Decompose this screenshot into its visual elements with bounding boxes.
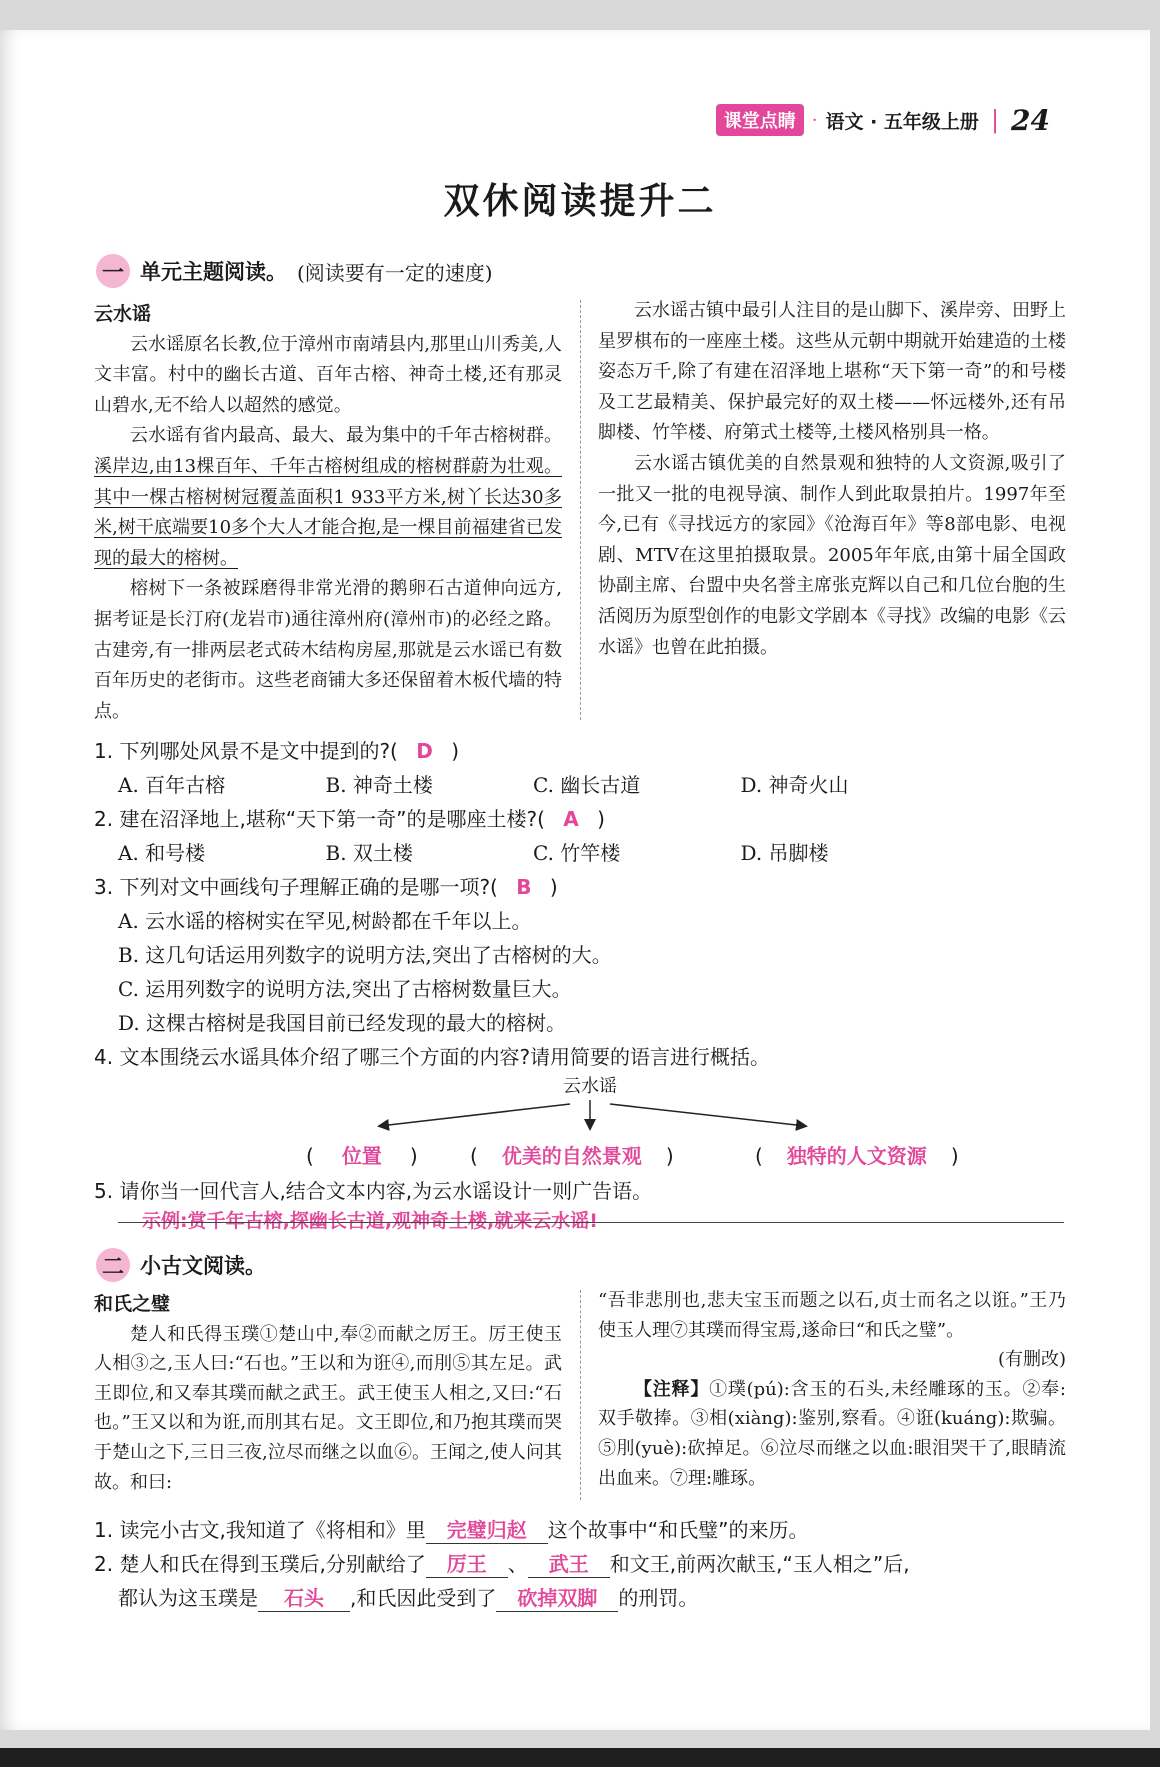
question-text: 3. 下列对文中画线句子理解正确的是哪一项?( <box>94 875 498 899</box>
question-text: ,和氏因此受到了 <box>350 1586 497 1610</box>
article-paragraph <box>94 421 562 574</box>
classical-question-2 <box>94 1548 910 1578</box>
section-1-note: (阅读要有一定的速度) <box>297 260 493 285</box>
classical-question-1 <box>94 1514 809 1544</box>
question-2 <box>94 803 605 832</box>
article-left-column <box>94 299 562 727</box>
header-dot: · <box>811 109 818 131</box>
notes-label: 【注释】 <box>634 1378 710 1400</box>
answer-text: 优美的自然景观 <box>501 1144 642 1168</box>
page-header <box>716 98 1050 142</box>
section-2-heading <box>96 1248 266 1282</box>
question-text: 和文王,前两次献玉,“玉人相之”后, <box>609 1552 910 1576</box>
answer-text: 位置 <box>341 1144 382 1168</box>
question-4: 4. 文本围绕云水谣具体介绍了哪三个方面的内容?请用简要的语言进行概括。 <box>94 1045 771 1069</box>
option-b: B. 神奇土楼 <box>325 773 433 797</box>
column-divider <box>580 1290 581 1500</box>
option-c: C. 运用列数字的说明方法,突出了古榕树数量巨大。 <box>118 977 572 1001</box>
option-b: B. 双土楼 <box>325 841 413 865</box>
slogan-underline <box>118 1222 1064 1223</box>
question-text: 2. 楚人和氏在得到玉璞后,分别献给了 <box>94 1552 426 1576</box>
classical-text: 楚人和氏得玉璞①楚山中,奉②而献之厉王。厉王使玉人相③之,玉人曰:“石也。”王以和为诳④,而刖⑤其左足。武王即位,和又奉其璞而献之武王。武王使玉人相之,又曰:“石也。”王又以和为诳,而刖其右足。文王即位,和乃抱其璞而哭于楚山之下,三日三夜,泣尽而继之以血⑥。王闻之,使人问其故。和曰: <box>94 1323 562 1493</box>
article-paragraph: 云水谣古镇优美的自然景观和独特的人文资源,吸引了一批又一批的电视导演、制作人到此取景拍片。1997年至今,已有《寻找远方的家园》《沧海百年》等8部电影、电视剧、MTV在这里拍摄取景。2005年年底,由第十届全国政协副主席、台盟中央名誉主席张克辉以自己和几位台胞的生活阅历为原型创作的电影文学剧本《寻找》改编的电影《云水谣》也曾在此拍摄。 <box>598 452 1066 658</box>
answer-blank: 砍掉双脚 <box>496 1582 618 1612</box>
question-text: 1. 读完小古文,我知道了《将相和》里 <box>94 1518 426 1542</box>
option-c: C. 竹竿楼 <box>533 841 621 865</box>
tree-answer-2: ( 优美的自然景观 ) <box>470 1144 674 1168</box>
tree-answer-1: ( 位置 ) <box>306 1144 418 1168</box>
answer-blank: 武王 <box>528 1548 610 1578</box>
slogan-answer: 示例:赏千年古榕,探幽长古道,观神奇土楼,就来云水谣! <box>142 1210 598 1232</box>
article-paragraph: 云水谣古镇中最引人注目的是山脚下、溪岸旁、田野上星罗棋布的一座座土楼。这些从元朝中期就开始建造的土楼姿态万千,除了有建在沼泽地上堪称“天下第一奇”的和号楼及工艺最精美、保护最完好的双土楼——怀远楼外,还有吊脚楼、竹竿楼、府第式土楼等,土楼风格别具一格。 <box>598 300 1066 444</box>
section-2-title: 小古文阅读。 <box>140 1254 266 1278</box>
question-1 <box>94 735 459 764</box>
article-sentence: 云水谣有省内最高、最大、最为集中的千年古榕树群。 <box>130 425 562 447</box>
tree-answer-3: ( 独特的人文资源 ) <box>755 1144 959 1168</box>
option-d: D. 这棵古榕树是我国目前已经发现的最大的榕树。 <box>118 1011 567 1035</box>
section-1-number: 一 <box>96 254 130 288</box>
question-2-options <box>118 837 948 866</box>
option-a: A. 云水谣的榕树实在罕见,树龄都在千年以上。 <box>118 909 532 933</box>
question-text: 这个故事中“和氏璧”的来历。 <box>547 1518 809 1542</box>
question-text: 2. 建在沼泽地上,堪称“天下第一奇”的是哪座土楼?( <box>94 807 545 831</box>
option-b: B. 这几句话运用列数字的说明方法,突出了古榕树的大。 <box>118 943 612 967</box>
series-badge: 课堂点睛 <box>716 104 804 136</box>
paren-close: ) <box>451 739 459 763</box>
option-d: D. 吊脚楼 <box>740 841 829 865</box>
notes-text: ①璞(pú):含玉的石头,未经雕琢的玉。②奉:双手敬捧。③相(xiàng):鉴别,察看。④诳(kuáng):欺骗。⑤刖(yuè):砍掉足。⑥泣尽而继之以血:眼泪哭干了,眼睛流出血来。⑦理:雕琢。 <box>598 1378 1066 1489</box>
classical-right-column <box>598 1286 1066 1493</box>
tree-arrows <box>370 1098 820 1134</box>
option-c: C. 幽长古道 <box>533 773 641 797</box>
option-d: D. 神奇火山 <box>740 773 849 797</box>
answer-blank: 石头 <box>258 1582 350 1612</box>
article-title: 云水谣 <box>94 303 152 325</box>
header-separator: | <box>990 106 1000 134</box>
section-2-number: 二 <box>96 1248 130 1282</box>
subject-label: 语文 · 五年级上册 <box>825 110 979 133</box>
question-3 <box>94 871 558 900</box>
page-title: 双休阅读提升二 <box>443 181 717 222</box>
article-paragraph: 榕树下一条被踩磨得非常光滑的鹅卵石古道伸向远方,据考证是长汀府(龙岩市)通往漳州府(漳州市)的必经之路。古建旁,有一排两层老式砖木结构房屋,那就是云水谣已有数百年历史的老街市。这些老商铺大多还保留着木板代墙的特点。 <box>94 578 562 722</box>
answer-text: 独特的人文资源 <box>786 1144 927 1168</box>
answer-choice: A <box>563 807 579 831</box>
question-text: 1. 下列哪处风景不是文中提到的?( <box>94 739 398 763</box>
question-text: 的刑罚。 <box>618 1586 699 1610</box>
bottom-bar <box>0 1748 1160 1767</box>
classical-left-column <box>94 1290 562 1497</box>
article-right-column <box>598 296 1066 663</box>
article-paragraph: 云水谣原名长教,位于漳州市南靖县内,那里山川秀美,人文丰富。村中的幽长古道、百年古榕、神奇土楼,还有那灵山碧水,无不给人以超然的感觉。 <box>94 333 562 416</box>
answer-blank: 完璧归赵 <box>426 1514 548 1544</box>
paren-close: ) <box>549 875 558 899</box>
classical-title: 和氏之璧 <box>94 1293 171 1315</box>
question-text: 、 <box>507 1552 528 1576</box>
source-note: (有删改) <box>997 1349 1066 1371</box>
option-a: A. 百年古榕 <box>118 773 226 797</box>
question-text: 都认为这玉璞是 <box>118 1586 258 1610</box>
column-divider <box>580 300 581 720</box>
tree-root-label: 云水谣 <box>563 1076 617 1097</box>
section-1-heading <box>96 254 493 288</box>
page-number: 24 <box>1011 103 1050 137</box>
question-5: 5. 请你当一回代言人,结合文本内容,为云水谣设计一则广告语。 <box>94 1179 653 1203</box>
underlined-sentence: 溪岸边,由13棵百年、千年古榕树组成的榕树群蔚为壮观。其中一棵古榕树树冠覆盖面积1 933平方米,树丫长达30多米,树干底端要10多个大人才能合抱,是一棵目前福建省已发现的最大的榕树。 <box>94 455 562 569</box>
classical-text: “吾非悲刖也,悲夫宝玉而题之以石,贞士而名之以诳。”王乃使玉人理⑦其璞而得宝焉,遂命曰“和氏之璧”。 <box>598 1290 1066 1341</box>
paren-close: ) <box>597 807 605 831</box>
answer-choice: B <box>516 875 532 899</box>
answer-choice: D <box>416 739 433 763</box>
section-1-title: 单元主题阅读。 <box>140 260 287 284</box>
annotation <box>598 1375 1066 1493</box>
question-1-options <box>118 769 948 798</box>
option-a: A. 和号楼 <box>118 841 206 865</box>
classical-question-2-line-2 <box>118 1582 698 1612</box>
answer-blank: 厉王 <box>426 1548 508 1578</box>
